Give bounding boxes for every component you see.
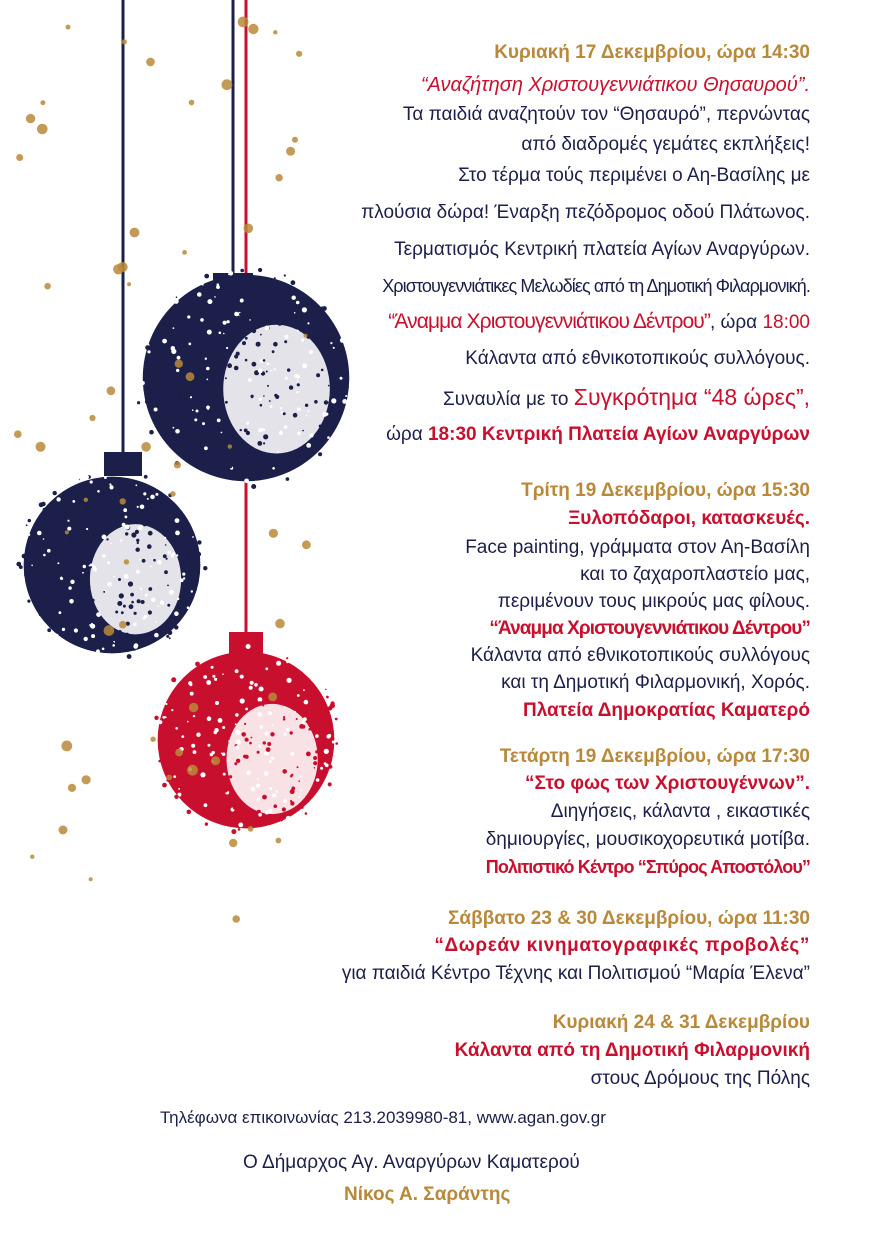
ornament-cap: [229, 632, 263, 654]
event-2-place: Πλατεία Δημοκρατίας Καματερό: [522, 700, 810, 721]
gold-speck: [228, 444, 232, 448]
gold-speck: [16, 154, 23, 161]
gold-speck: [66, 25, 71, 30]
ornament-ball: [137, 268, 354, 489]
gold-speck: [130, 228, 140, 238]
gold-speck: [302, 540, 311, 549]
gold-speck: [141, 442, 151, 452]
event-2-text: και τη Δημοτική Φιλαρμονική, Χορός.: [501, 672, 810, 693]
event-3-text: δημιουργίες, μουσικοχορευτικά μοτίβα.: [485, 829, 810, 850]
ornament-ball: [151, 644, 340, 834]
gold-speck: [248, 826, 254, 832]
event-2-subtitle: “Άναμμα Χριστουγεννιάτικου Δέντρου”: [489, 618, 810, 639]
concert-time-place: 18:30 Κεντρική Πλατεία Αγίων Αναργύρων: [427, 424, 810, 445]
gold-speck: [175, 749, 183, 757]
concert-prefix: Συναυλία με το: [442, 389, 574, 410]
concert-time-prefix: ώρα: [386, 424, 428, 445]
gold-speck: [248, 24, 258, 34]
event-1-concert-time-line: [386, 424, 810, 446]
gold-speck: [222, 79, 233, 90]
event-5-date: Κυριακή 24 & 31 Δεκεμβρίου: [552, 1012, 810, 1033]
tree-time: 18:00: [762, 312, 810, 333]
event-2-text: Face painting, γράμματα στον Αη-Βασίλη: [465, 537, 810, 558]
event-1-text: Χριστουγεννιάτικες Μελωδίες από τη Δημοτική Φιλαρμονική.: [382, 276, 810, 296]
gold-speck: [122, 39, 127, 44]
gold-speck: [14, 430, 22, 438]
event-4-date: Σάββατο 23 & 30 Δεκεμβρίου, ώρα 11:30: [448, 908, 810, 929]
mayor-name: Νίκος Α. Σαράντης: [344, 1184, 511, 1205]
gold-speck: [104, 625, 115, 636]
gold-speck: [150, 737, 155, 742]
gold-speck: [186, 372, 195, 381]
event-2-date: Τρίτη 19 Δεκεμβρίου, ώρα 15:30: [521, 480, 810, 501]
gold-speck: [44, 283, 51, 290]
gold-speck: [59, 826, 68, 835]
tree-time-prefix: , ώρα: [709, 312, 763, 333]
gold-speck: [189, 100, 195, 106]
event-1-date: Κυριακή 17 Δεκεμβρίου, ώρα 14:30: [494, 42, 810, 63]
gold-speck: [146, 58, 155, 67]
gold-speck: [175, 360, 183, 368]
gold-speck: [189, 703, 198, 712]
gold-speck: [182, 250, 187, 255]
gold-speck: [68, 784, 76, 792]
gold-speck: [170, 491, 176, 497]
event-1-concert-line: [443, 384, 810, 411]
gold-speck: [118, 262, 128, 272]
gold-speck: [120, 498, 126, 504]
gold-speck: [244, 224, 254, 234]
gold-speck: [275, 619, 285, 629]
gold-speck: [37, 124, 48, 135]
event-4-title: “Δωρεάν κινηματογραφικές προβολές”: [434, 935, 810, 956]
event-1-text: Κάλαντα από εθνικοτοπικούς συλλόγους.: [465, 348, 810, 369]
gold-speck: [238, 17, 249, 28]
gold-speck: [211, 756, 220, 765]
ornament-cap: [104, 452, 142, 476]
gold-speck: [269, 529, 278, 538]
gold-speck: [292, 137, 298, 143]
concert-band: Συγκρότημα “48 ώρες”,: [573, 384, 810, 410]
gold-speck: [82, 775, 91, 784]
gold-speck: [187, 765, 198, 776]
gold-speck: [119, 621, 127, 629]
event-3-text: Διηγήσεις, κάλαντα , εικαστικές: [550, 801, 810, 822]
event-1-text: Τερματισμός Κεντρική πλατεία Αγίων Αναργύρων.: [394, 239, 810, 260]
gold-speck: [166, 775, 172, 781]
gold-speck: [174, 461, 181, 468]
event-1-text: Στο τέρμα τούς περιμένει ο Αη-Βασίλης με: [458, 165, 810, 186]
gold-speck: [26, 114, 35, 123]
gold-speck: [273, 30, 277, 34]
event-2-text: περιμένουν τους μικρούς μας φίλους.: [497, 591, 810, 612]
event-5-text: στους Δρόμους της Πόλης: [590, 1068, 810, 1089]
event-1-text: πλούσια δώρα! Έναρξη πεζόδρομος οδού Πλάτωνος.: [361, 202, 810, 223]
event-4-text: για παιδιά Κέντρο Τέχνης και Πολιτισμού “Μαρία Έλενα”: [341, 963, 810, 984]
gold-speck: [30, 855, 34, 859]
gold-speck: [61, 741, 72, 752]
event-5-title: Κάλαντα από τη Δημοτική Φιλαρμονική: [454, 1040, 810, 1061]
gold-speck: [286, 147, 295, 156]
event-1-text: Τα παιδιά αναζητούν τον “Θησαυρό”, περνώντας: [402, 104, 810, 125]
gold-speck: [107, 386, 116, 395]
gold-speck: [65, 530, 69, 534]
event-2-text: και το ζαχαροπλαστείο μας,: [580, 564, 810, 585]
event-2-title: Ξυλοπόδαροι, κατασκευές.: [568, 508, 810, 529]
gold-speck: [84, 498, 88, 502]
gold-speck: [268, 693, 277, 702]
gold-speck: [275, 174, 282, 181]
event-1-text: από διαδρομές γεμάτες εκπλήξεις!: [521, 134, 810, 155]
tree-lighting-title: “Άναμμα Χριστουγεννιάτικου Δέντρου”: [388, 310, 710, 333]
event-3-date: Τετάρτη 19 Δεκεμβρίου, ώρα 17:30: [499, 746, 810, 767]
mayor-title: Ο Δήμαρχος Αγ. Αναργύρων Καματερού: [243, 1152, 580, 1173]
event-1-tree-line: [388, 310, 810, 334]
event-1-title: “Αναζήτηση Χριστουγεννιάτικου Θησαυρού”.: [420, 74, 810, 96]
gold-speck: [229, 839, 237, 847]
gold-speck: [124, 559, 129, 564]
gold-speck: [127, 282, 131, 286]
gold-speck: [36, 442, 46, 452]
contact-info: Τηλέφωνα επικοινωνίας 213.2039980-81, www.agan.gov.gr: [160, 1108, 606, 1127]
event-2-text: Κάλαντα από εθνικοτοπικούς συλλόγους: [470, 645, 810, 666]
gold-speck: [89, 415, 95, 421]
gold-speck: [276, 838, 282, 844]
gold-speck: [304, 334, 308, 338]
gold-speck: [40, 100, 45, 105]
gold-speck: [232, 915, 240, 923]
event-3-title: “Στο φως των Χριστουγέννων”.: [524, 773, 810, 794]
gold-speck: [89, 877, 93, 881]
gold-speck: [296, 51, 302, 57]
event-3-place: Πολιτιστικό Κέντρο “Σπύρος Αποστόλου”: [485, 857, 810, 877]
